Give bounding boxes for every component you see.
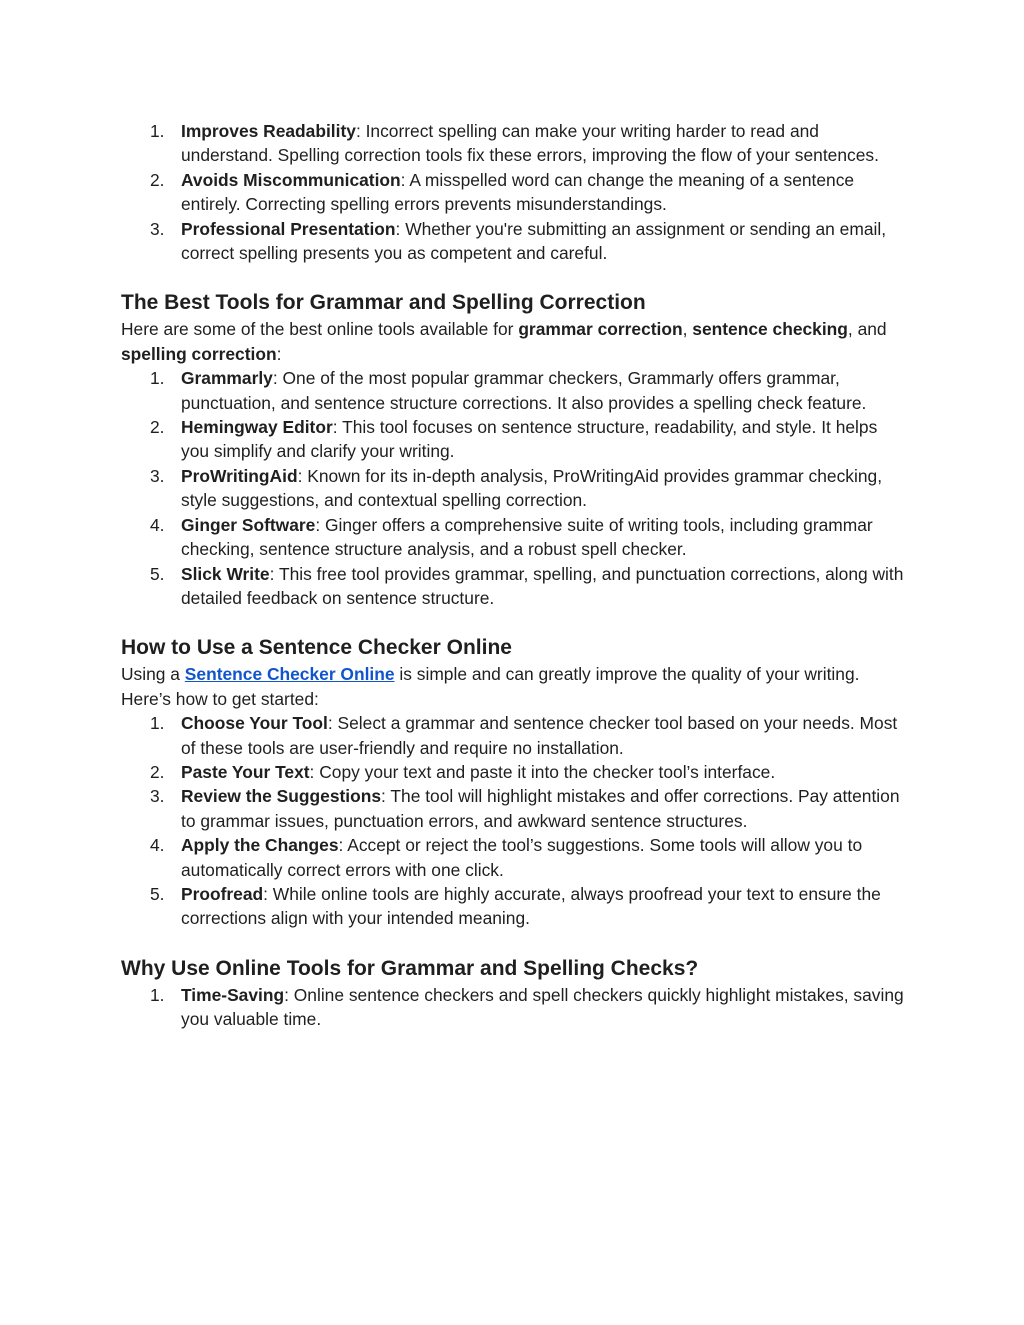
why-heading: Why Use Online Tools for Grammar and Spelling Checks? [121,956,699,980]
list-item [121,760,904,784]
list-item [121,464,904,513]
list-item-text: : Copy your text and paste it into the checker tool’s interface. [309,761,776,782]
list-number: 2. [150,761,165,782]
list-number: 2. [150,417,165,438]
list-item [121,217,904,266]
list-number: 1. [150,121,165,141]
list-item-title: Time-Saving [181,984,285,1005]
list-item [121,119,904,168]
tools-heading: The Best Tools for Grammar and Spelling Correction [121,291,646,315]
list-item [121,415,904,464]
list-number: 1. [150,713,165,734]
list-item [121,168,904,217]
intro-text: , [682,319,693,340]
list-number: 3. [150,465,165,486]
intro-bold: spelling correction [121,343,277,364]
sentence-checker-link[interactable]: Sentence Checker Online [184,664,395,685]
list-number: 4. [150,835,165,856]
tools-intro [121,317,904,366]
list-item-title: Professional Presentation [181,218,396,239]
list-item-text: : Select a grammar and sentence checker tool based on your needs. Most of these tools are user-friendly and require no installation. [181,713,898,758]
list-number: 1. [150,984,165,1005]
list-item-text: : This tool focuses on sentence structure, readability, and style. It helps you simplify and clarify your writing. [181,417,878,462]
intro-text: Here are some of the best online tools available for [121,319,519,340]
list-item-text: : Accept or reject the tool’s suggestions. Some tools will allow you to automatically correct errors with one click. [181,835,863,880]
list-number: 1. [150,368,165,389]
list-item-text: : Online sentence checkers and spell checkers quickly highlight mistakes, saving you valuable time. [181,984,904,1030]
intro-text: Using a [121,664,185,685]
list-number: 4. [150,514,165,535]
intro-text: is simple and can greatly improve the quality of your writing. Here’s how to get started: [121,664,860,709]
howto-heading: How to Use a Sentence Checker Online [121,636,512,660]
list-number: 3. [150,786,165,807]
list-item-text: : The tool will highlight mistakes and offer corrections. Pay attention to grammar issues, punctuation errors, and awkward sentence structures. [181,786,900,831]
list-item [121,983,904,1032]
list-item [121,882,904,931]
list-item [121,711,904,760]
list-item-text: : A misspelled word can change the meaning of a sentence entirely. Correcting spelling errors prevents misunderstandings. [181,169,855,215]
list-number: 3. [150,218,165,239]
list-item-title: Review the Suggestions [181,786,382,807]
list-item [121,366,904,415]
howto-intro [121,662,904,711]
list-item [121,562,904,611]
list-item-title: Ginger Software [181,514,316,535]
intro-bold: sentence checking [692,319,848,340]
why-list [121,983,904,1032]
list-item-title: Choose Your Tool [181,713,328,734]
benefits-list [121,119,904,265]
list-item [121,833,904,882]
list-item-text: : Whether you're submitting an assignment or sending an email, correct spelling presents you as competent and careful. [181,218,887,264]
intro-text: , and [847,319,887,340]
list-item-title: Paste Your Text [181,761,310,782]
howto-list [121,711,904,931]
list-item-title: Hemingway Editor [181,417,333,438]
list-number: 5. [150,883,165,904]
list-item-text: : Known for its in-depth analysis, ProWritingAid provides grammar checking, style suggestions, and contextual spelling correction. [181,465,883,511]
list-item-text: : Incorrect spelling can make your writing harder to read and understand. Spelling correction tools fix these errors, improving the flow of your sentences. [181,121,879,166]
list-item-title: Improves Readability [181,121,356,141]
list-item-text: : This free tool provides grammar, spelling, and punctuation corrections, along with detailed feedback on sentence structure. [181,563,904,608]
list-item [121,513,904,562]
list-item-title: ProWritingAid [181,465,298,486]
intro-text: : [276,343,282,364]
list-item [121,784,904,833]
list-item-title: Avoids Miscommunication [181,169,401,190]
intro-bold: grammar correction [518,319,683,340]
list-item-title: Apply the Changes [181,835,339,856]
list-item-text: : While online tools are highly accurate, always proofread your text to ensure the corrections align with your intended meaning. [181,883,881,929]
list-item-text: : One of the most popular grammar checkers, Grammarly offers grammar, punctuation, and sentence structure corrections. It also provides a spelling check feature. [181,368,867,413]
list-number: 5. [150,563,165,584]
list-item-title: Grammarly [181,368,273,389]
list-item-title: Proofread [181,883,264,904]
list-item-title: Slick Write [181,563,270,584]
tools-list [121,366,904,610]
list-number: 2. [150,169,165,190]
list-item-text: : Ginger offers a comprehensive suite of writing tools, including grammar checking, sentence structure analysis, and a robust spell checker. [181,514,873,560]
